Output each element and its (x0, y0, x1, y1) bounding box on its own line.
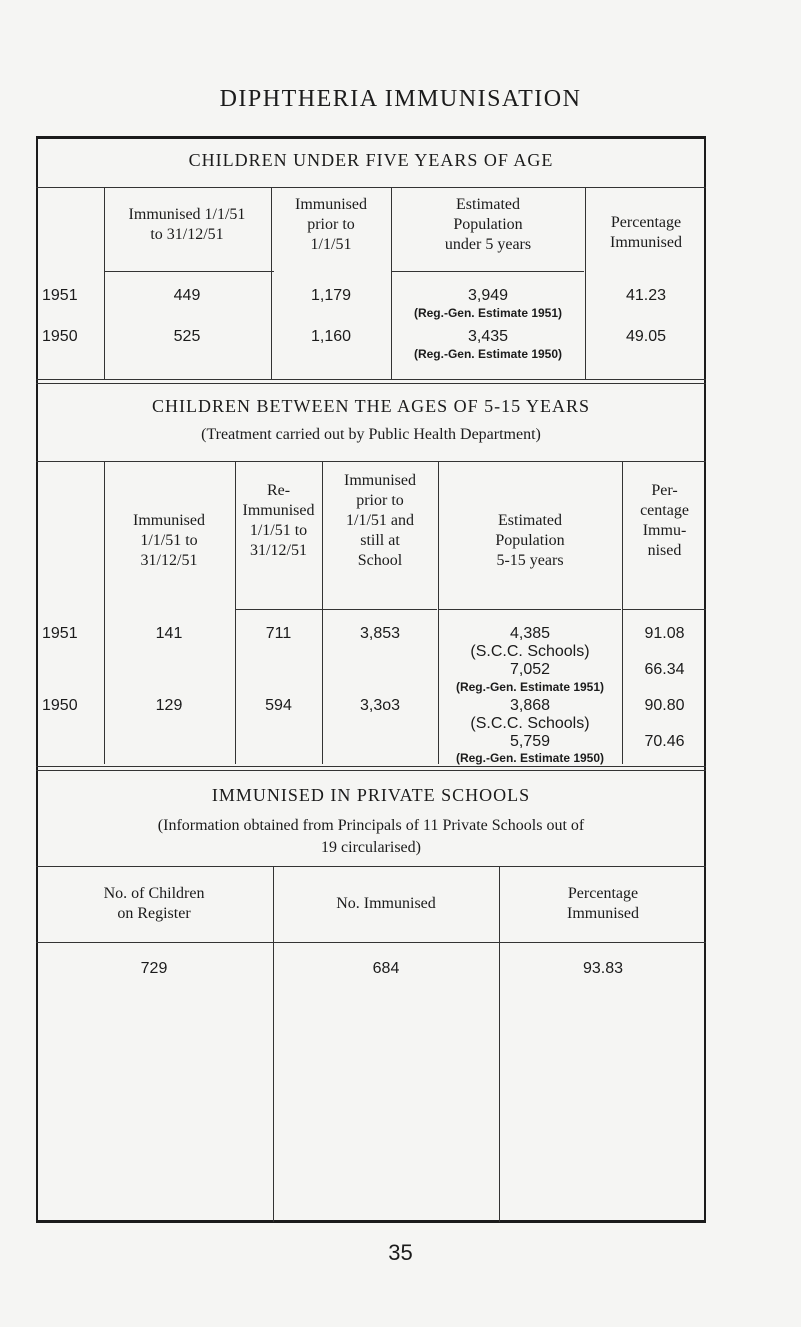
s1-prior: 1,179 (310, 287, 352, 304)
column-line (271, 188, 272, 380)
divider (439, 609, 621, 610)
divider (36, 942, 706, 943)
s2-immunised: 129 (155, 697, 183, 714)
s1-immunised: 449 (173, 287, 201, 304)
divider (323, 609, 437, 610)
column-line (322, 462, 323, 764)
section1-heading: CHILDREN UNDER FIVE YEARS OF AGE (188, 150, 554, 170)
s2-reimmunised: 594 (265, 697, 292, 714)
s2-year: 1951 (42, 625, 78, 642)
s2-header-reimmunised: Re- Immunised 1/1/51 to 31/12/51 (242, 482, 315, 559)
s1-pop-note: (Reg.-Gen. Estimate 1951) (413, 306, 563, 320)
s2-pop2-note: (Reg.-Gen. Estimate 1951) (455, 680, 605, 694)
section2-subheading: (Treatment carried out by Public Health Department) (201, 426, 541, 443)
s2-prior: 3,853 (359, 625, 401, 642)
s1-header-prior: Immunised prior to 1/1/51 (295, 196, 367, 253)
s2-header-population: Estimated Population 5-15 years (495, 512, 565, 569)
section2-heading: CHILDREN BETWEEN THE AGES OF 5-15 YEARS (152, 396, 590, 416)
divider (36, 866, 706, 867)
column-line (235, 462, 236, 764)
s1-immunised: 525 (173, 328, 201, 345)
s2-pop1: 3,868 (509, 697, 551, 714)
s1-population: 3,435 (467, 328, 509, 345)
s3-header-percentage: Percentage Immunised (567, 885, 639, 922)
s2-pop1-note: (S.C.C. Schools) (470, 715, 590, 732)
section3-subheading: (Information obtained from Principals of 11 Private Schools out of 19 circularised) (157, 817, 585, 856)
column-line (104, 188, 105, 380)
s2-header-prior: Immunised prior to 1/1/51 and still at School (344, 472, 416, 569)
s2-year: 1950 (42, 697, 78, 714)
s3-immunised: 684 (372, 960, 400, 977)
column-line (273, 867, 274, 1222)
divider (104, 271, 274, 272)
s1-header-population: Estimated Population under 5 years (444, 196, 532, 253)
s2-immunised: 141 (155, 625, 183, 642)
s2-pop1: 4,385 (509, 625, 551, 642)
s2-header-immunised: Immunised 1/1/51 to 31/12/51 (133, 512, 205, 569)
column-line (499, 867, 500, 1222)
s1-prior: 1,160 (310, 328, 352, 345)
s1-pop-note: (Reg.-Gen. Estimate 1950) (413, 347, 563, 361)
s2-pct2: 70.46 (644, 733, 685, 750)
s3-header-immunised: No. Immunised (336, 895, 436, 912)
s1-population: 3,949 (467, 287, 509, 304)
s2-pop1-note: (S.C.C. Schools) (470, 643, 590, 660)
s2-prior: 3,3o3 (359, 697, 401, 714)
s1-percentage: 49.05 (625, 328, 667, 345)
column-line (585, 188, 586, 380)
s2-pct2: 66.34 (644, 661, 685, 678)
s2-reimmunised: 711 (265, 625, 292, 642)
divider (392, 271, 584, 272)
page-number: 35 (388, 1240, 413, 1265)
s2-pct1: 91.08 (644, 625, 685, 642)
column-line (622, 462, 623, 764)
s2-pct1: 90.80 (644, 697, 685, 714)
s1-percentage: 41.23 (625, 287, 667, 304)
s1-year: 1950 (42, 328, 78, 345)
s2-header-percentage: Per- centage Immu- nised (640, 482, 689, 559)
s2-pop2: 7,052 (509, 661, 551, 678)
s3-percentage: 93.83 (582, 960, 624, 977)
s1-header-percentage: Percentage Immunised (610, 214, 682, 251)
s1-header-immunised: Immunised 1/1/51 to 31/12/51 (128, 206, 246, 243)
page-title: DIPHTHERIA IMMUNISATION (219, 86, 582, 112)
double-divider (36, 766, 706, 771)
s3-header-register: No. of Children on Register (103, 885, 205, 922)
divider (236, 609, 322, 610)
s1-year: 1951 (42, 287, 78, 304)
column-line (104, 462, 105, 764)
s3-register: 729 (140, 960, 168, 977)
divider (36, 461, 706, 462)
s2-pop2-note: (Reg.-Gen. Estimate 1950) (455, 751, 605, 765)
divider (36, 187, 706, 188)
s2-pop2: 5,759 (509, 733, 551, 750)
divider (623, 609, 706, 610)
double-divider (36, 379, 706, 384)
section3-heading: IMMUNISED IN PRIVATE SCHOOLS (211, 785, 531, 805)
